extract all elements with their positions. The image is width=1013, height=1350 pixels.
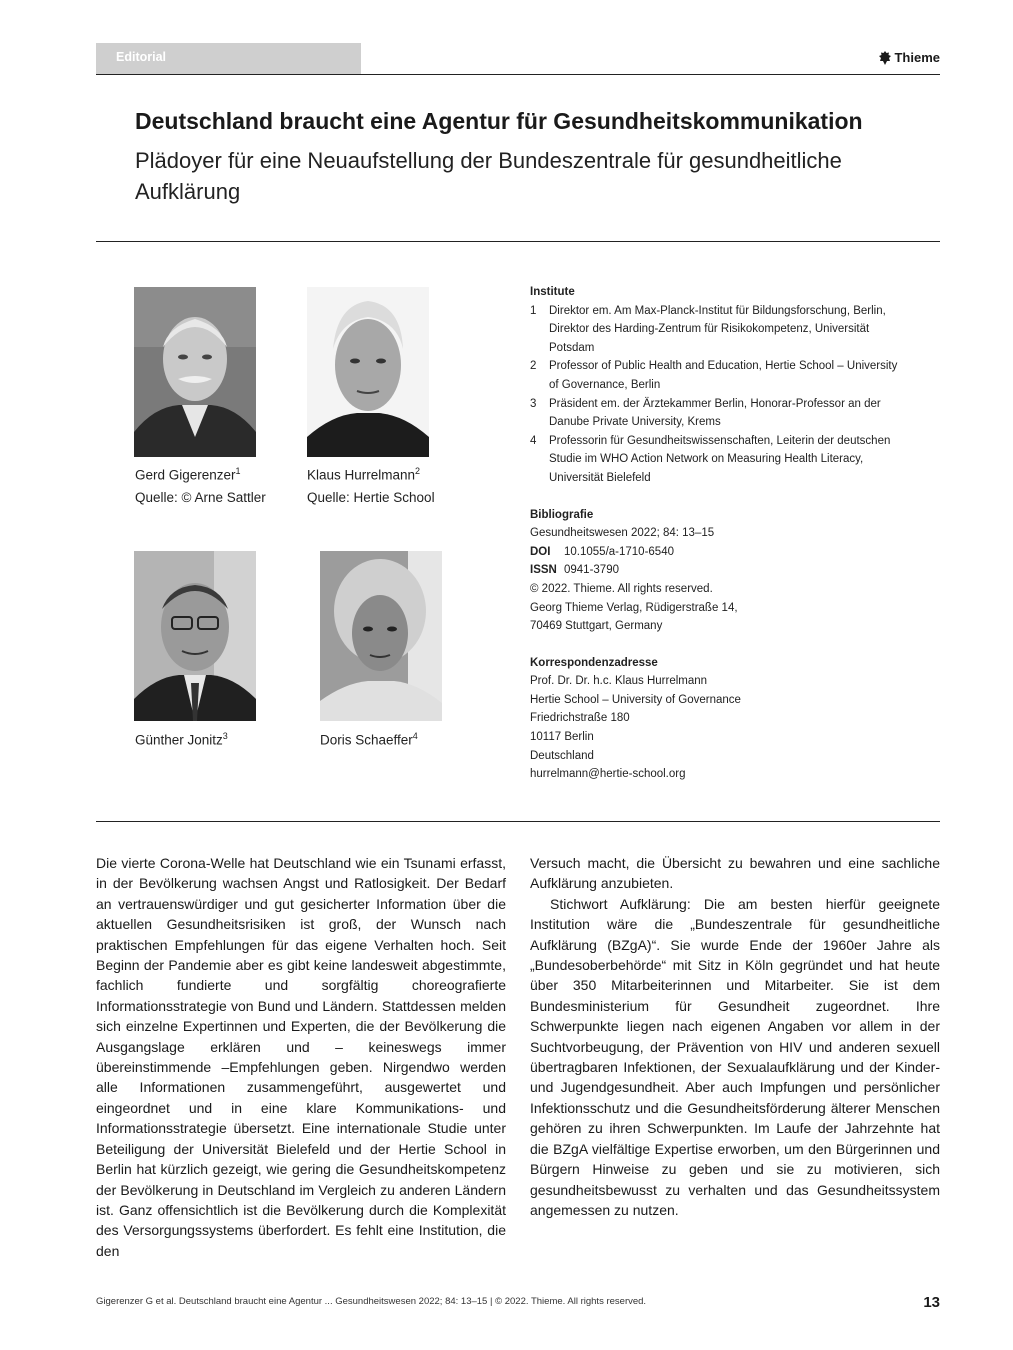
bibliography-citation: Gesundheitswesen 2022; 84: 13–15	[530, 527, 715, 540]
body-column-left	[96, 853, 506, 1261]
author-affiliation-number: 3	[222, 731, 228, 741]
institute-number: 4	[530, 434, 537, 447]
author-photo-hurrelmann	[307, 287, 429, 457]
institutes-block	[530, 283, 910, 488]
article-title: Deutschland braucht eine Agentur für Gesundheitskommunikation	[135, 108, 863, 134]
author-affiliation-number: 4	[412, 731, 418, 741]
author-name: Gerd Gigerenzer	[135, 467, 236, 483]
footer-citation: Gigerenzer G et al. Deutschland braucht eine Agentur ... Gesundheitswesen 2022; 84: 13–15 | © 2022. Thieme. All rights reserved.	[96, 1296, 647, 1307]
institute-text: Professor of Public Health and Education, Hertie School – University of Governance, Berlin	[549, 360, 898, 391]
doi-value[interactable]: 10.1055/a-1710-6540	[564, 545, 674, 558]
body-paragraph: Die vierte Corona-Welle hat Deutschland wie ein Tsunami erfasst, in der Bevölkerung wachsen Angst und Ratlosigkeit. Der Bedarf an vertrauenswürdiger und gut gesicherter Information über die aktuellen Gesundheitsrisiken ist groß, der Wunsch nach praktischen Empfehlungen für das eigene Verhalten hoch. Seit Beginn der Pandemie aber es gibt keine landesweit abgestimmte, fachlich fundierte und sorgfältig choreografierte Informationsstrategie von Bund und Ländern. Stattdessen melden sich einzelne Expertinnen und Experten, die der Bevölkerung die Ausgangslage erklären und – keineswegs immer übereinstimmende –Empfehlungen geben. Nirgendwo werden alle Informationen zusammengeführt, ausgewertet und eingeordnet und in eine klare Kommunikations- und Informationsstrategie übersetzt. Eine internationale Studie unter Beteiligung der Universität Bielefeld und der Hertie School in Berlin hat kürzlich gezeigt, wie gering die Gesundheitskompetenz der Bevölkerung in Deutschland im Vergleich zu anderen Ländern ist. Ganz offensichtlich ist die Bevölkerung durch die Komplexität des Versorgungssystems überfordert. Es fehlt eine Institution, die den	[96, 855, 506, 1259]
article-subtitle: Plädoyer für eine Neuaufstellung der Bundeszentrale für gesundheitliche Aufklärung	[135, 148, 842, 204]
institute-item	[530, 357, 910, 394]
author-caption-1	[135, 460, 266, 509]
publisher-name: Thieme	[894, 50, 940, 65]
section-label: Editorial	[96, 43, 361, 74]
institute-text: Direktor em. Am Max-Planck-Institut für Bildungsforschung, Berlin, Direktor des Harding-Zentrum für Risikokompetenz, Universität Potsdam	[549, 304, 886, 354]
publisher-logo	[879, 50, 940, 65]
bibliography-publisher-line: 70469 Stuttgart, Germany	[530, 620, 663, 633]
page-number: 13	[923, 1294, 940, 1311]
institute-item	[530, 302, 910, 358]
issn-label: ISSN	[530, 564, 557, 577]
institute-item	[530, 432, 910, 488]
author-name: Günther Jonitz	[135, 732, 223, 748]
institute-number: 1	[530, 304, 537, 317]
header-rule	[96, 74, 940, 75]
bibliography-publisher-line: Georg Thieme Verlag, Rüdigerstraße 14,	[530, 601, 738, 614]
author-photo-schaeffer	[320, 551, 442, 721]
thieme-crest-icon	[879, 51, 891, 65]
article-info	[530, 283, 910, 802]
photo-source: Quelle: Hertie School	[307, 489, 435, 505]
photo-source: Quelle: © Arne Sattler	[135, 489, 266, 505]
author-name: Klaus Hurrelmann	[307, 467, 416, 483]
author-caption-2	[307, 460, 435, 509]
author-affiliation-number: 1	[235, 466, 241, 476]
institute-number: 2	[530, 360, 537, 373]
correspondence-line: Friedrichstraße 180	[530, 712, 630, 725]
institutes-heading: Institute	[530, 286, 575, 298]
doi-label: DOI	[530, 545, 551, 558]
institute-item	[530, 395, 910, 432]
correspondence-line: Prof. Dr. Dr. h.c. Klaus Hurrelmann	[530, 675, 708, 688]
bibliography-block	[530, 506, 910, 636]
title-divider	[96, 241, 940, 242]
author-photo-jonitz	[134, 551, 256, 721]
bibliography-heading: Bibliografie	[530, 508, 594, 521]
correspondence-heading: Korrespondenzadresse	[530, 656, 658, 669]
body-paragraph: Stichwort Aufklärung: Die am besten hierfür geeignete Institution wäre die „Bundeszentrale für gesundheitliche Aufklärung (BZgA)“. Sie wurde Ende der 1960er Jahre als „Bundesoberbehörde“ mit Sitz in Köln gegründet und hat heute über 350 Mitarbeiterinnen und Mitarbeiter. Sie ist dem Bundesministerium für Gesundheit zugeordnet. Ihre Schwerpunkte liegen nach eigenen Angaben vor allem in der Suchtvorbeugung, der Prävention von HIV und anderen sexuell übertragbaren Infektionen, der Sexualaufklärung und der Kinder- und Jugendgesundheit. Aber auch Impfungen und persönlicher Infektionsschutz und die Gesundheitsförderung älterer Menschen gehören zu ihren Schwerpunkten. Im Laufe der Jahrzehnte hat die BZgA vielfältige Expertise erworben, um den Bürgerinnen und Bürgern Hinweise zu geben und sie zu motivieren, sich gesundheitsbewusst zu verhalten und das Gesundheitssystem angemessen zu nutzen.	[530, 895, 940, 1218]
institute-text: Präsident em. der Ärztekammer Berlin, Honorar-Professor an der Danube Private University, Krems	[549, 397, 881, 429]
correspondence-block	[530, 654, 910, 784]
author-name: Doris Schaeffer	[320, 732, 413, 748]
institute-text: Professorin für Gesundheitswissenschaften, Leiterin der deutschen Studie im WHO Action Network on Measuring Health Literacy, Universität Bielefeld	[549, 434, 891, 484]
correspondence-line: Hertie School – University of Governance	[530, 693, 741, 706]
correspondence-email[interactable]: hurrelmann@hertie-school.org	[530, 768, 686, 781]
correspondence-line: Deutschland	[530, 749, 594, 762]
author-affiliation-number: 2	[415, 466, 421, 476]
author-caption-3	[135, 725, 228, 752]
institute-number: 3	[530, 397, 537, 410]
info-divider	[96, 821, 940, 822]
issn-value: 0941-3790	[564, 564, 619, 577]
author-photo-gigerenzer	[134, 287, 256, 457]
correspondence-line: 10117 Berlin	[530, 731, 594, 744]
body-column-right	[530, 853, 940, 1220]
body-paragraph: Versuch macht, die Übersicht zu bewahren und eine sachliche Aufklärung anzubieten.	[530, 855, 940, 892]
author-caption-4	[320, 725, 418, 752]
bibliography-copyright: © 2022. Thieme. All rights reserved.	[530, 582, 713, 595]
